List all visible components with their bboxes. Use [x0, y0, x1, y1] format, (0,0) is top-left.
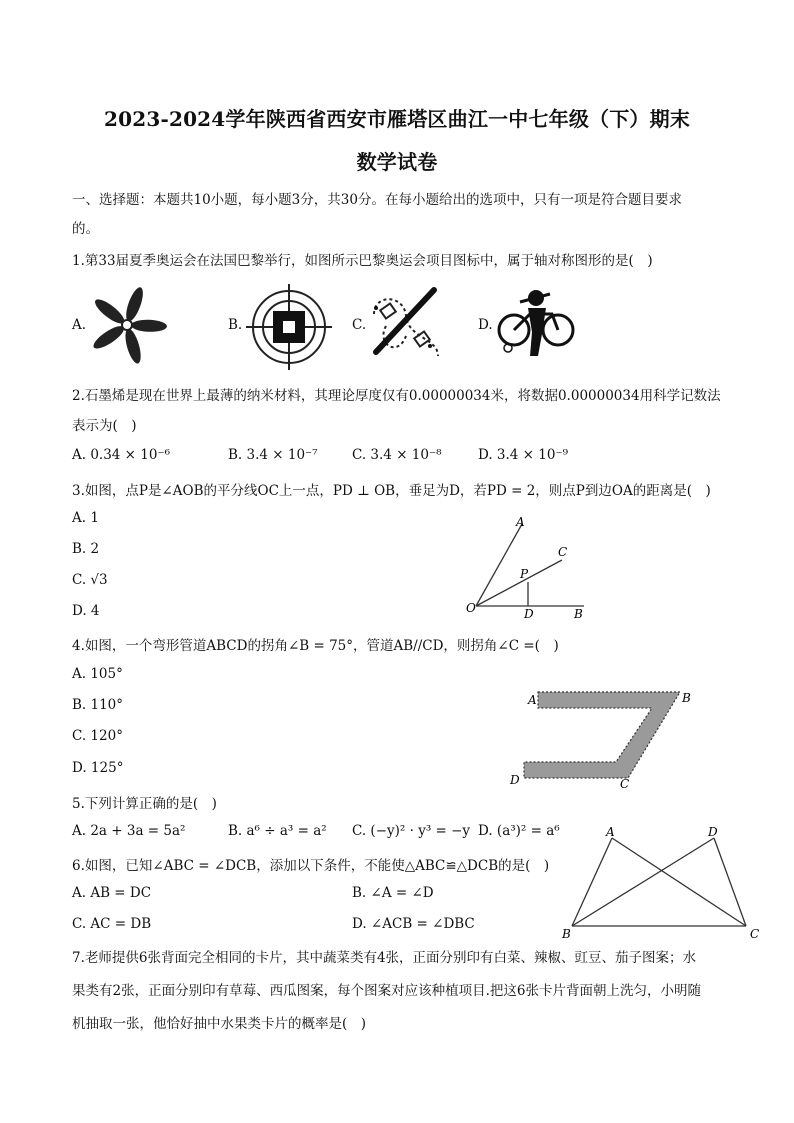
- label-c: C: [558, 545, 568, 559]
- q6-option-a: A. AB = DC: [72, 885, 152, 901]
- label-a: A: [516, 515, 525, 529]
- q2-option-b: B. 3.4 × 10⁻⁷: [228, 447, 318, 463]
- question-2-stem-cont: 表示为( ): [72, 418, 137, 434]
- label-b: B: [574, 607, 583, 618]
- q4-option-a: A. 105°: [72, 666, 123, 682]
- cycling-icon: [494, 284, 578, 368]
- label-o: O: [466, 601, 476, 615]
- section-intro-cont: 的。: [72, 221, 99, 237]
- label-p: P: [520, 567, 529, 581]
- target-icon: [246, 284, 332, 370]
- label-d: D: [708, 825, 718, 839]
- q1-option-a: A.: [72, 317, 87, 333]
- label-c: C: [620, 777, 630, 791]
- q4-option-c: C. 120°: [72, 728, 123, 744]
- swimming-icon: [364, 284, 448, 368]
- q5-option-d: D. (a³)² = a⁶: [478, 823, 560, 839]
- question-1-stem: 1.第33届夏季奥运会在法国巴黎举行，如图所示巴黎奥运会项目图标中，属于轴对称图形的是( ): [72, 253, 653, 269]
- q3-option-c: C. √3: [72, 572, 108, 588]
- q1-option-d: D.: [478, 317, 493, 333]
- page-subtitle: 数学试卷: [356, 150, 438, 174]
- label-c: C: [750, 927, 760, 941]
- q6-option-b: B. ∠A = ∠D: [352, 885, 434, 901]
- q3-option-b: B. 2: [72, 541, 100, 557]
- question-7-stem-end: 机抽取一张，他恰好抽中水果类卡片的概率是( ): [72, 1016, 367, 1032]
- q3-option-d: D. 4: [72, 603, 100, 619]
- question-5-stem: 5.下列计算正确的是( ): [72, 796, 217, 812]
- q5-option-b: B. a⁶ ÷ a³ = a²: [228, 823, 327, 839]
- label-b: B: [562, 927, 571, 941]
- q5-option-a: A. 2a + 3a = 5a²: [72, 823, 186, 839]
- section-intro: 一、选择题：本题共10小题，每小题3分，共30分。在每小题给出的选项中，只有一项是符合题目要求: [72, 192, 682, 208]
- label-d: D: [510, 773, 520, 787]
- q3-option-a: A. 1: [72, 510, 99, 526]
- question-7-stem-cont: 果类有2张，正面分别印有草莓、西瓜图案，每个图案对应该种植项目.把这6张卡片背面朝上洗匀，小明随: [72, 983, 701, 999]
- angle-bisector-figure: [462, 512, 596, 618]
- pinwheel-icon: [86, 284, 168, 366]
- q4-option-b: B. 110°: [72, 697, 124, 713]
- congruent-triangles-figure: [560, 824, 770, 942]
- q2-option-c: C. 3.4 × 10⁻⁸: [352, 447, 442, 463]
- label-b: B: [682, 691, 691, 705]
- bent-pipe-figure: [504, 684, 704, 794]
- label-a: A: [528, 693, 537, 707]
- question-6-stem: 6.如图，已知∠ABC = ∠DCB，添加以下条件，不能使△ABC≌△DCB的是( ): [72, 858, 550, 874]
- q5-option-c: C. (−y)² · y³ = −y: [352, 823, 471, 839]
- q1-option-b: B.: [228, 317, 243, 333]
- q1-option-c: C.: [352, 317, 367, 333]
- q2-option-d: D. 3.4 × 10⁻⁹: [478, 447, 569, 463]
- question-3-stem: 3.如图，点P是∠AOB的平分线OC上一点，PD ⊥ OB，垂足为D，若PD = 2，则点P到边OA的距离是( ): [72, 483, 711, 499]
- question-2-stem: 2.石墨烯是现在世界上最薄的纳米材料，其理论厚度仅有0.00000034米，将数据0.00000034用科学记数法: [72, 388, 721, 404]
- q6-option-d: D. ∠ACB = ∠DBC: [352, 916, 475, 932]
- q6-option-c: C. AC = DB: [72, 916, 152, 932]
- question-4-stem: 4.如图，一个弯形管道ABCD的拐角∠B = 75°，管道AB//CD，则拐角∠C =( ): [72, 638, 559, 654]
- q4-option-d: D. 125°: [72, 760, 124, 776]
- q2-option-a: A. 0.34 × 10⁻⁶: [72, 447, 171, 463]
- label-a: A: [606, 825, 615, 839]
- label-d: D: [524, 607, 534, 618]
- question-7-stem: 7.老师提供6张背面完全相同的卡片，其中蔬菜类有4张，正面分别印有白菜、辣椒、豇豆、茄子图案；水: [72, 950, 697, 966]
- page-title: 2023-2024学年陕西省西安市雁塔区曲江一中七年级（下）期末: [103, 107, 691, 131]
